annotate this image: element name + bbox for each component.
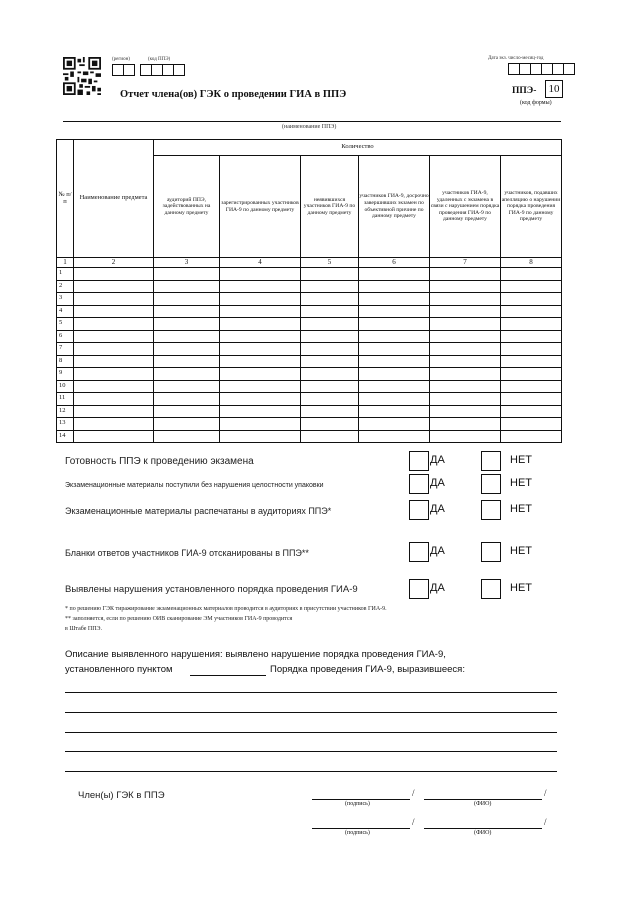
- table-row[interactable]: 4: [57, 305, 562, 318]
- table-row[interactable]: 1: [57, 268, 562, 281]
- packaging-no-checkbox[interactable]: [481, 474, 501, 494]
- form-number: 10: [545, 80, 563, 98]
- footnote-3: в Штабе ППЭ.: [65, 626, 103, 632]
- violations-yes-label: ДА: [430, 582, 445, 594]
- question-violations-text: Выявлены нарушения установленного порядка проведения ГИА-9: [65, 584, 358, 595]
- qr-code: [63, 57, 101, 95]
- packaging-yes-checkbox[interactable]: [409, 474, 429, 494]
- col-header-appeals: участников, подавших апелляцию о нарушении порядка проведения ГИА-9 по данному предмету: [501, 156, 562, 258]
- point-number-field[interactable]: [190, 675, 266, 676]
- violations-no-checkbox[interactable]: [481, 579, 501, 599]
- signature-line-1[interactable]: [312, 799, 410, 800]
- readiness-no-label: НЕТ: [510, 454, 532, 466]
- violations-yes-checkbox[interactable]: [409, 579, 429, 599]
- description-line-3[interactable]: [65, 732, 557, 733]
- table-row[interactable]: 7: [57, 343, 562, 356]
- signature-slash-1: /: [412, 788, 415, 798]
- table-row[interactable]: 13: [57, 418, 562, 431]
- fio-slash-2: /: [544, 817, 547, 827]
- violation-description-line2: Порядка проведения ГИА-9, выразившееся:: [270, 664, 465, 675]
- question-packaging-text: Экзаменационные материалы поступили без нарушения целостности упаковки: [65, 482, 324, 489]
- signature-line-2[interactable]: [312, 828, 410, 829]
- fio-label-1: (ФИО): [474, 801, 492, 807]
- col-header-subject: Наименование предмета: [74, 140, 154, 258]
- fio-line-1[interactable]: [424, 799, 542, 800]
- violation-description-point: установленного пунктом: [65, 664, 173, 675]
- description-line-1[interactable]: [65, 692, 557, 693]
- packaging-yes-label: ДА: [430, 477, 445, 489]
- violation-description-line1: Описание выявленного нарушения: выявлено нарушение порядка проведения ГИА-9,: [65, 649, 446, 660]
- printed-yes-checkbox[interactable]: [409, 500, 429, 520]
- report-table: [56, 139, 562, 443]
- readiness-no-checkbox[interactable]: [481, 451, 501, 471]
- violations-no-label: НЕТ: [510, 582, 532, 594]
- col-header-auditoriums: аудиторий ППЭ, задействованных на данному предмету: [154, 156, 220, 258]
- scanned-no-label: НЕТ: [510, 545, 532, 557]
- description-line-4[interactable]: [65, 751, 557, 752]
- fio-line-2[interactable]: [424, 828, 542, 829]
- packaging-no-label: НЕТ: [510, 477, 532, 489]
- signature-slash-2: /: [412, 817, 415, 827]
- ppe-name-label: (наименование ППЭ): [282, 124, 337, 130]
- column-numbers-row: 1 2 3 4 5 6 7 8: [57, 258, 562, 268]
- scanned-yes-checkbox[interactable]: [409, 542, 429, 562]
- question-printed-text: Экзаменационные материалы распечатаны в аудиториях ППЭ*: [65, 506, 332, 516]
- signature-label-1: (подпись): [345, 801, 370, 807]
- col-header-registered: зарегистрированных участников ГИА-9 по данному предмету: [220, 156, 301, 258]
- footnote-1: * по решению ГЭК тиражирование экзаменационных материалов проводится в аудиториях в присутствии участников ГИА-9.: [65, 606, 387, 612]
- table-row[interactable]: 8: [57, 355, 562, 368]
- table-row[interactable]: 2: [57, 280, 562, 293]
- readiness-yes-checkbox[interactable]: [409, 451, 429, 471]
- table-row[interactable]: 11: [57, 393, 562, 406]
- printed-yes-label: ДА: [430, 503, 445, 515]
- col-header-quantity: Количество: [154, 140, 562, 156]
- col-header-absent: неявившихся участников ГИА-9 по данному предмету: [301, 156, 359, 258]
- exam-date-boxes[interactable]: [508, 63, 574, 75]
- table-row[interactable]: 12: [57, 405, 562, 418]
- scanned-yes-label: ДА: [430, 545, 445, 557]
- printed-no-checkbox[interactable]: [481, 500, 501, 520]
- table-row[interactable]: 3: [57, 293, 562, 306]
- ppe-code-label: (код ППЭ): [148, 57, 171, 62]
- page-title: Отчет члена(ов) ГЭК о проведении ГИА в ППЭ: [120, 89, 347, 100]
- form-code-label: (код формы): [520, 100, 552, 106]
- region-label: (регион): [112, 57, 130, 62]
- fio-slash-1: /: [544, 788, 547, 798]
- table-row[interactable]: 14: [57, 430, 562, 443]
- table-row[interactable]: 10: [57, 380, 562, 393]
- form-prefix: ППЭ-: [512, 86, 537, 96]
- col-header-removed: участников ГИА-9, удаленных с экзамена в связи с нарушением порядка проведения ГИА-9 по данному предмету: [430, 156, 501, 258]
- question-scanned-text: Бланки ответов участников ГИА-9 отсканированы в ППЭ**: [65, 548, 309, 558]
- region-code-boxes[interactable]: [112, 64, 134, 76]
- fio-label-2: (ФИО): [474, 830, 492, 836]
- table-row[interactable]: 9: [57, 368, 562, 381]
- table-row[interactable]: 5: [57, 318, 562, 331]
- table-row[interactable]: 6: [57, 330, 562, 343]
- signature-label-2: (подпись): [345, 830, 370, 836]
- ppe-name-line[interactable]: [63, 121, 561, 122]
- exam-date-label: Дата экз. число-месяц-год: [488, 56, 544, 61]
- readiness-yes-label: ДА: [430, 454, 445, 466]
- col-header-early-finished: участников ГИА-9, досрочно завершивших экзамен по объективной причине по данному предмету: [359, 156, 430, 258]
- gek-members-label: Член(ы) ГЭК в ППЭ: [78, 790, 165, 801]
- description-line-2[interactable]: [65, 712, 557, 713]
- printed-no-label: НЕТ: [510, 503, 532, 515]
- scanned-no-checkbox[interactable]: [481, 542, 501, 562]
- col-header-num: № п/п: [57, 140, 74, 258]
- footnote-2: ** заполняется, если по решению ОИВ сканирование ЭМ участников ГИА-9 проводится: [65, 616, 293, 622]
- ppe-code-boxes[interactable]: [140, 64, 184, 76]
- description-line-5[interactable]: [65, 771, 557, 772]
- question-readiness-text: Готовность ППЭ к проведению экзамена: [65, 456, 254, 467]
